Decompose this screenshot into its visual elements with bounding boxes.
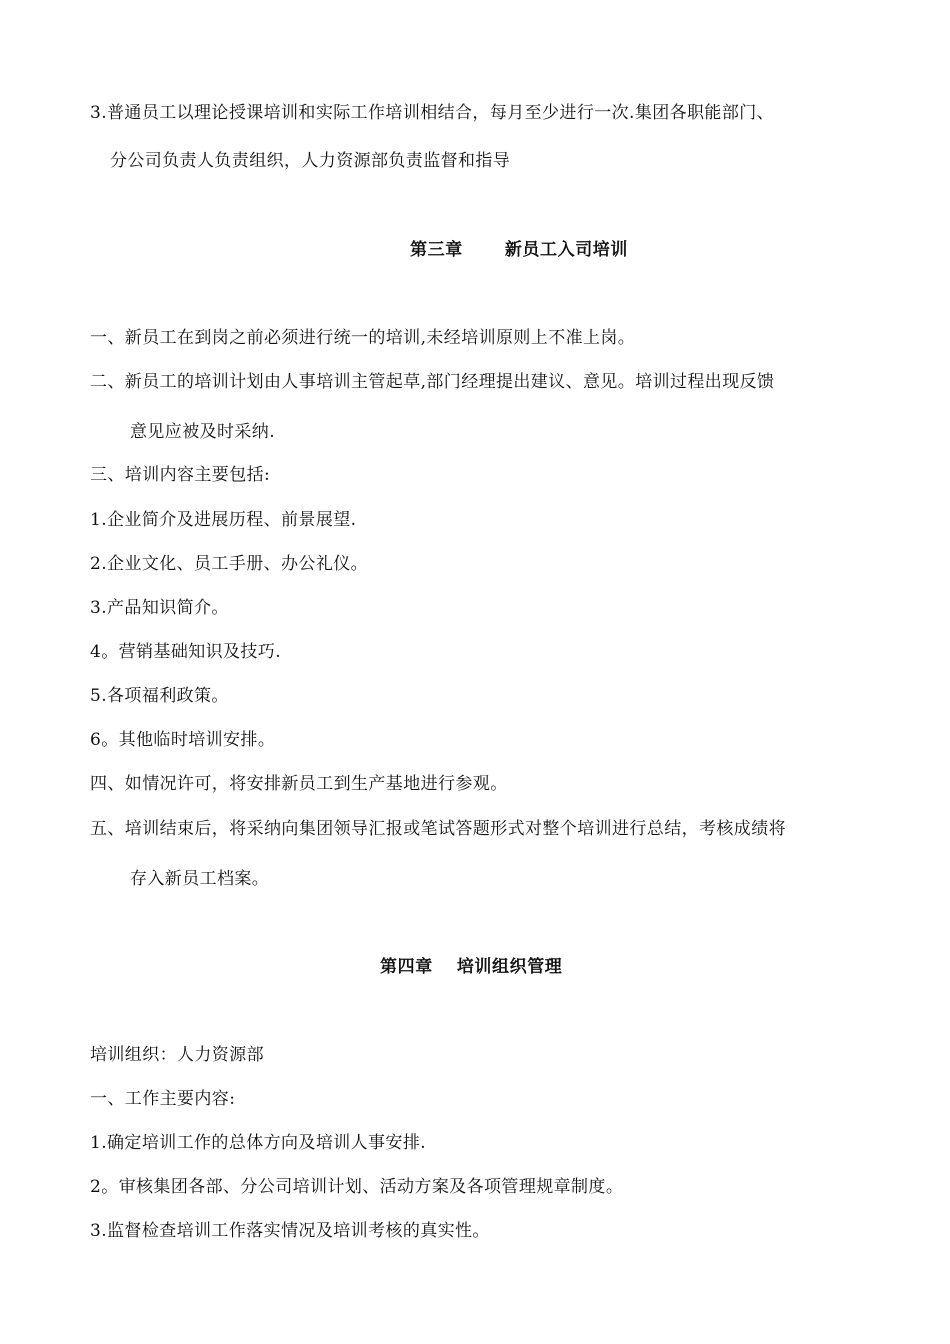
chapter3-item-2: 二、新员工的培训计划由人事培训主管起草,部门经理提出建议、意见。培训过程出现反馈 [90, 372, 775, 392]
chapter4-label: 第四章 [380, 957, 433, 977]
chapter4-sub-1: 1.确定培训工作的总体方向及培训人事安排. [90, 1133, 427, 1153]
chapter3-item-2-cont: 意见应被及时采纳. [130, 422, 276, 442]
chapter3-item-5-cont: 存入新员工档案。 [130, 869, 270, 889]
chapter3-item-5: 五、培训结束后，将采纳向集团领导汇报或笔试答题形式对整个培训进行总结，考核成绩将 [90, 819, 786, 839]
chapter3-item-1: 一、新员工在到岗之前必须进行统一的培训,未经培训原则上不准上岗。 [90, 328, 636, 348]
paragraph-item3-line2: 分公司负责人负责组织，人力资源部负责监督和指导 [110, 151, 511, 171]
chapter3-sub-6: 6。其他临时培训安排。 [90, 730, 276, 750]
chapter3-item-4: 四、如情况许可，将安排新员工到生产基地进行参观。 [90, 774, 508, 794]
chapter4-heading [380, 955, 562, 979]
chapter4-title: 培训组织管理 [456, 957, 563, 977]
chapter3-heading [410, 238, 628, 262]
chapter3-sub-4: 4。营销基础知识及技巧. [90, 642, 282, 662]
chapter3-sub-1: 1.企业简介及进展历程、前景展望. [90, 510, 357, 530]
chapter4-sub-2: 2。审核集团各部、分公司培训计划、活动方案及各项管理规章制度。 [90, 1177, 624, 1197]
paragraph-item3-line1: 3.普通员工以理论授课培训和实际工作培训相结合，每月至少进行一次.集团各职能部门、 [90, 103, 775, 123]
chapter3-sub-3: 3.产品知识简介。 [90, 598, 229, 618]
chapter4-org: 培训组织：人力资源部 [90, 1045, 264, 1065]
chapter4-sub-3: 3.监督检查培训工作落实情况及培训考核的真实性。 [90, 1221, 490, 1241]
chapter4-item-1: 一、工作主要内容: [90, 1089, 236, 1109]
chapter3-sub-2: 2.企业文化、员工手册、办公礼仪。 [90, 554, 369, 574]
chapter3-title: 新员工入司培训 [504, 240, 629, 260]
chapter3-item-3: 三、培训内容主要包括: [90, 465, 271, 485]
chapter3-sub-5: 5.各项福利政策。 [90, 686, 229, 706]
chapter3-label: 第三章 [410, 240, 463, 260]
